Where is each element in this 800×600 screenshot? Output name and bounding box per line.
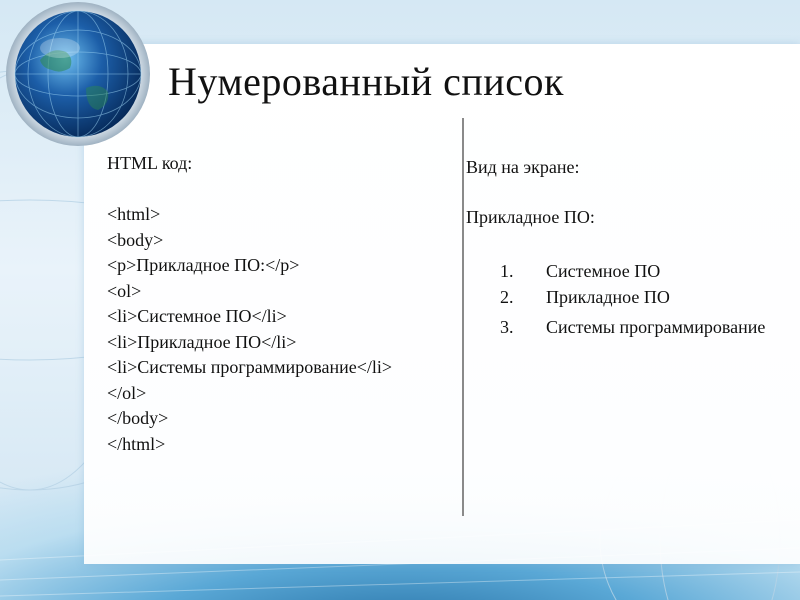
- code-line: <li>Прикладное ПО</li>: [107, 331, 297, 352]
- list-item-text: Системное ПО: [546, 261, 661, 281]
- code-line: [107, 177, 457, 203]
- list-item-number: 2.: [500, 287, 514, 307]
- column-divider: [462, 118, 464, 516]
- code-line: <body>: [107, 229, 164, 250]
- list-item: [466, 261, 800, 287]
- code-line: <li>Системы программирование</li>: [107, 357, 393, 377]
- list-item-number: 1.: [500, 261, 514, 281]
- code-line: </body>: [107, 408, 169, 428]
- code-line: <p>Прикладное ПО:</p>: [107, 255, 300, 275]
- rendered-ordered-list: [466, 261, 800, 343]
- code-heading: HTML код:: [107, 153, 193, 173]
- page-title: Нумерованный список: [168, 59, 564, 104]
- list-item: [466, 317, 800, 343]
- code-line: <li>Системное ПО</li>: [107, 306, 287, 326]
- list-item: [466, 287, 800, 313]
- code-line: </html>: [107, 433, 166, 454]
- code-line: </ol>: [107, 382, 147, 403]
- html-code-block: [107, 151, 457, 457]
- screen-heading: Вид на экране:: [466, 157, 580, 177]
- code-line: <ol>: [107, 280, 142, 301]
- globe-icon: [0, 0, 170, 170]
- code-line: <html>: [107, 204, 161, 224]
- list-item-text: Прикладное ПО: [546, 287, 670, 307]
- screen-paragraph: Прикладное ПО:: [466, 207, 595, 227]
- list-item-text: Системы программирование: [546, 317, 766, 337]
- list-item-number: 3.: [500, 317, 514, 337]
